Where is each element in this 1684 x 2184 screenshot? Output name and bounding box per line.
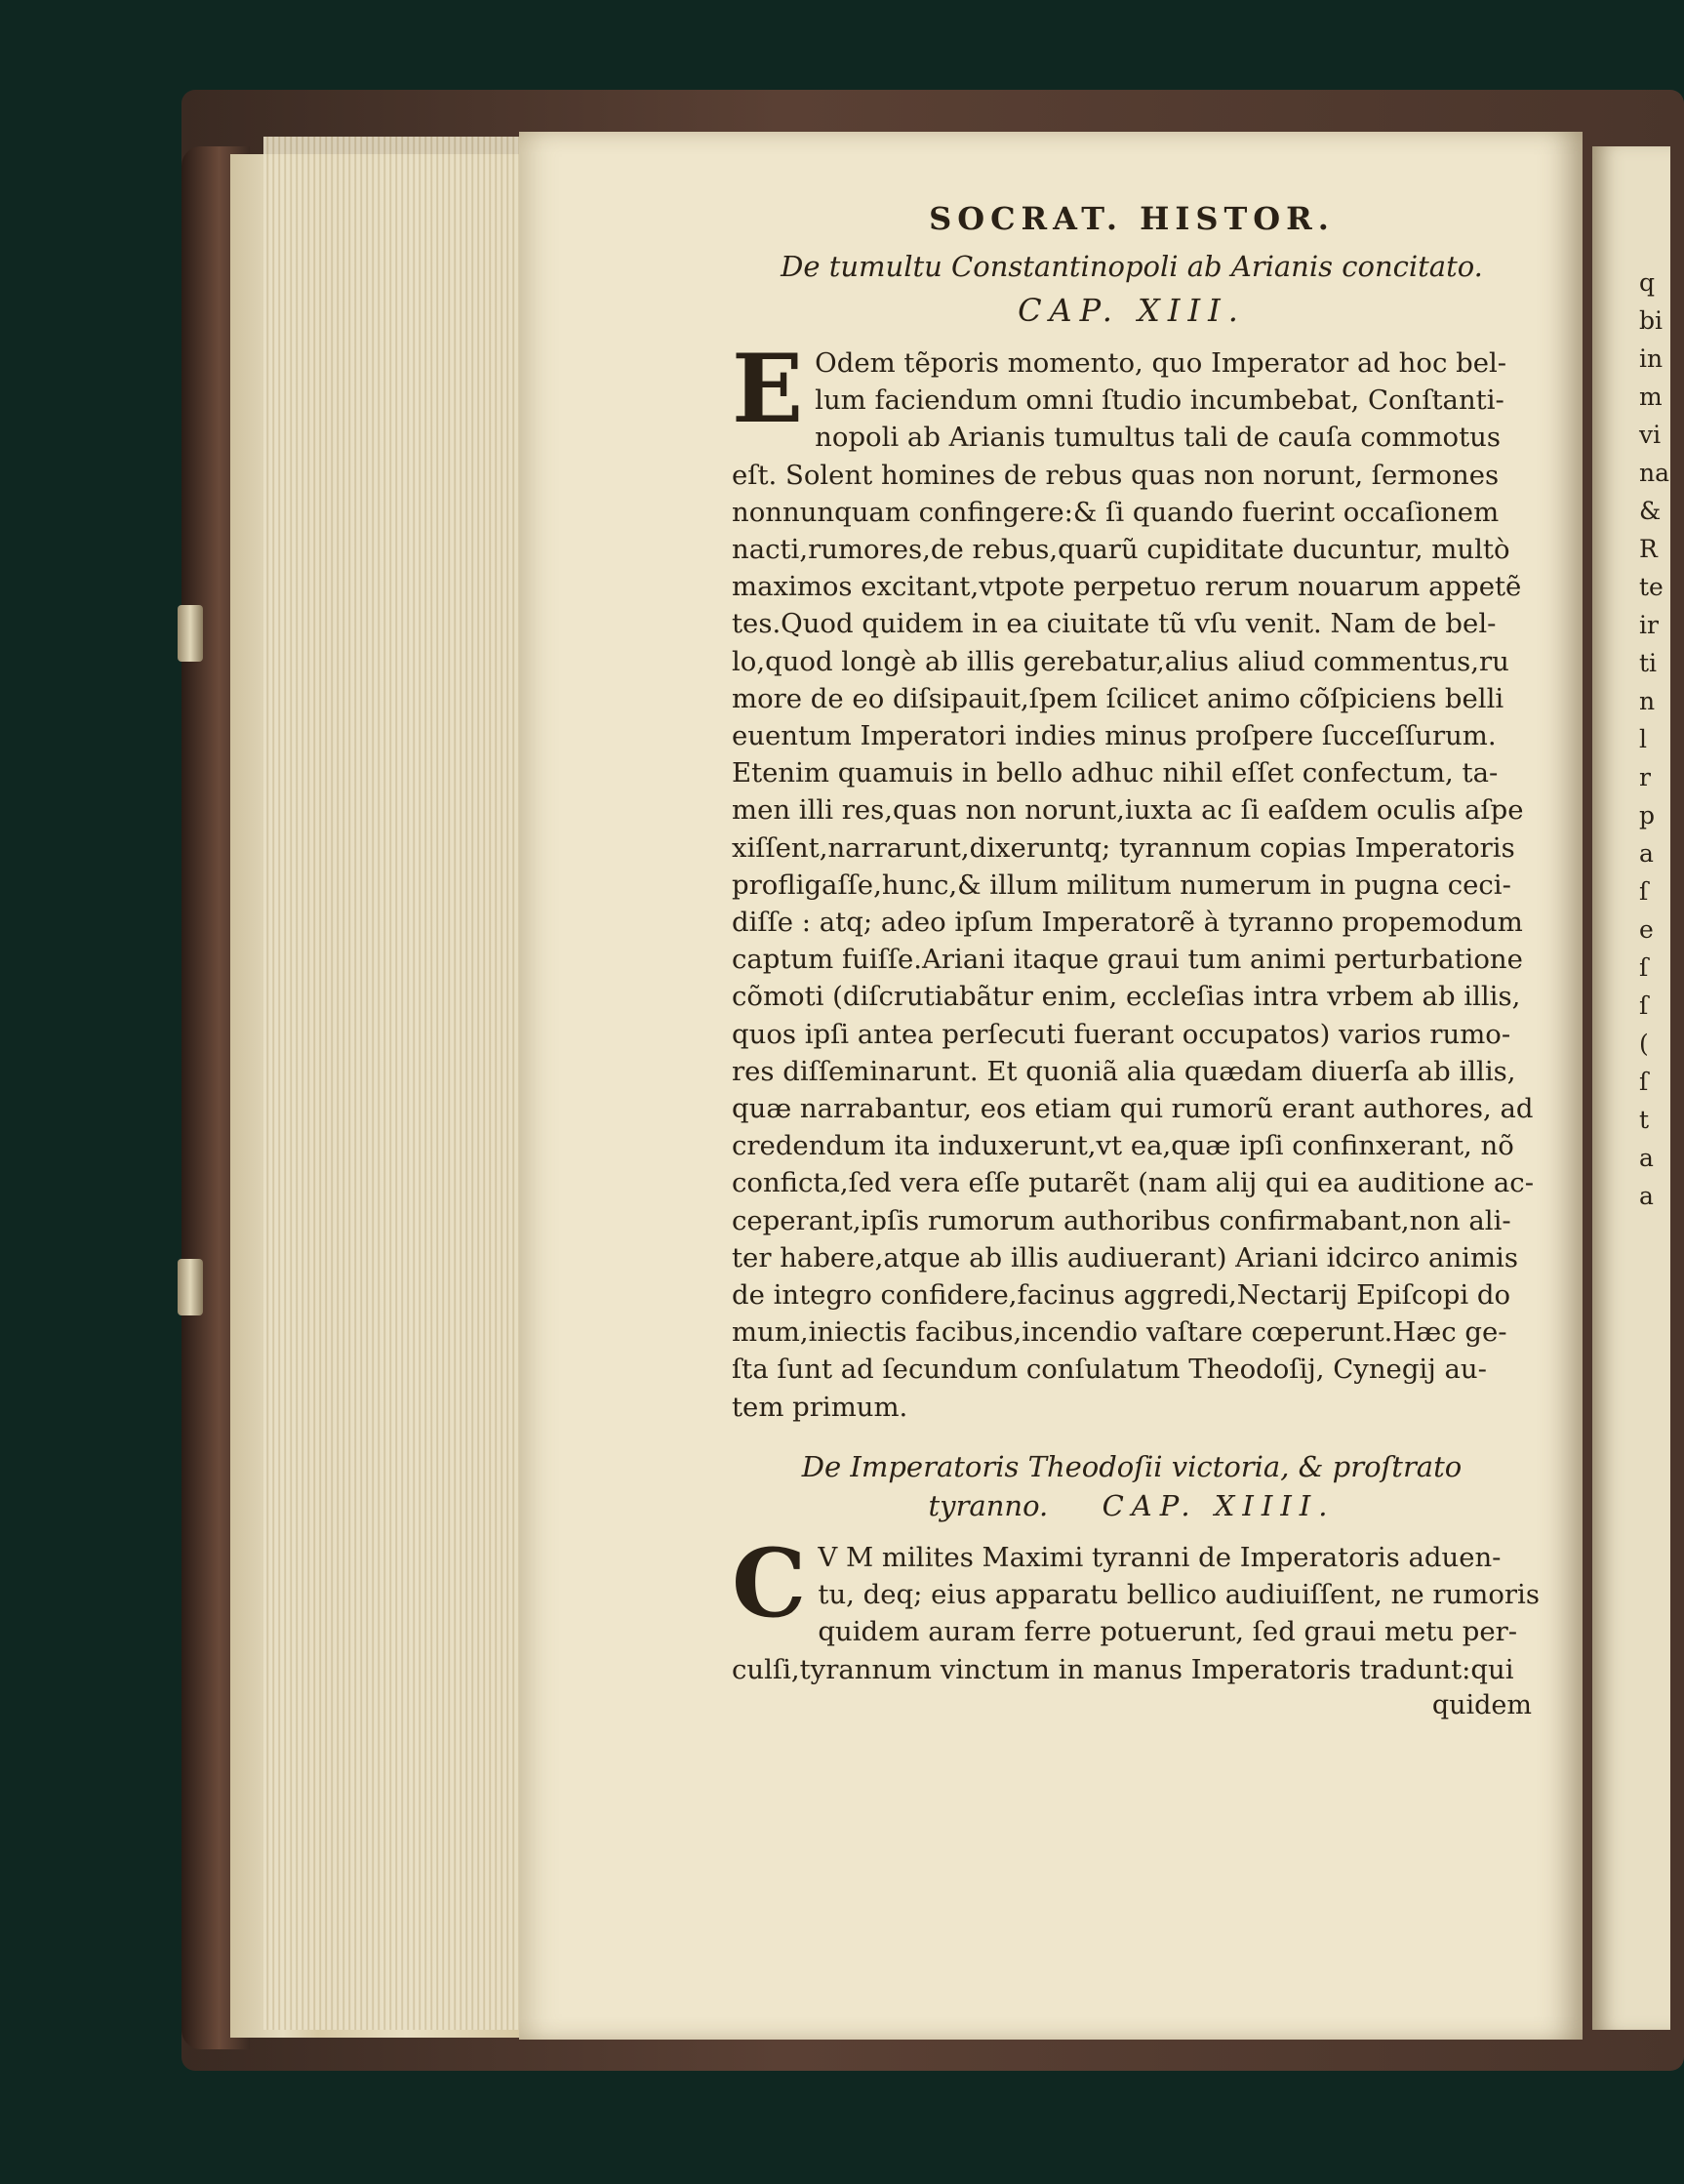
- chapter-14-title: [732, 1447, 1532, 1525]
- chapter-13-number: CAP. XIII.: [1018, 292, 1246, 329]
- facing-page-fragment: m: [1639, 383, 1663, 411]
- facing-page-fragment: ſ: [1639, 1068, 1649, 1096]
- dropcap-e: E: [732, 334, 804, 444]
- facing-page-fragment: ir: [1639, 611, 1659, 639]
- facing-page-fragment: ſ: [1639, 877, 1649, 906]
- facing-page-fragment: t: [1639, 1106, 1650, 1134]
- facing-page-fragment: vi: [1639, 421, 1662, 449]
- text-line: xiſſent,narrarunt,dixeruntq; tyrannum copias Imperatoris: [732, 831, 1515, 864]
- text-line: Odem tẽporis momento, quo Imperator ad hoc bel-: [815, 347, 1507, 379]
- chapter-14-body: [732, 1527, 1540, 1688]
- facing-page-text-fragments: [1639, 263, 1668, 1215]
- text-line: tu, deq; eius apparatu bellico audiuiſſent, ne rumoris: [818, 1579, 1540, 1611]
- facing-page-fragment: a: [1639, 1182, 1654, 1210]
- facing-page-fragment: q: [1639, 268, 1656, 297]
- text-line: eſt. Solent homines de rebus quas non norunt, ſermones: [732, 459, 1500, 491]
- facing-page-fragment: e: [1639, 915, 1654, 944]
- facing-page-fragment: in: [1639, 344, 1664, 373]
- facing-page-fragment: a: [1639, 1144, 1654, 1172]
- running-head: SOCRAT. HISTOR.: [929, 200, 1335, 237]
- dropcap-c: C: [732, 1527, 807, 1638]
- chapter-14-title-line2: tyranno.: [928, 1488, 1049, 1522]
- text-line: Etenim quamuis in bello adhuc nihil eſſet confectum, ta-: [732, 757, 1499, 789]
- text-line: quos ipſi antea perſecuti fuerant occupatos) varios rumo-: [732, 1018, 1511, 1050]
- text-line: diſſe : atq; adeo ipſum Imperatorẽ à tyranno propemodum: [732, 907, 1523, 939]
- text-line: ceperant,ipſis rumorum authoribus confirmabant,non ali-: [732, 1204, 1511, 1236]
- text-line: men illi res,quas non norunt,iuxta ac ſi eaſdem oculis aſpe: [732, 794, 1524, 827]
- facing-page-fragment: na: [1639, 459, 1670, 487]
- clasp-lower: [178, 1259, 203, 1315]
- facing-page-fragment: ti: [1639, 649, 1658, 677]
- text-line: maximos excitant,vtpote perpetuo rerum nouarum appetẽ: [732, 571, 1522, 603]
- text-line: nopoli ab Arianis tumultus tali de cauſa commotus: [815, 422, 1501, 454]
- chapter-13-title: De tumultu Constantinopoli ab Arianis concitato.: [781, 250, 1483, 283]
- text-line: credendum ita induxerunt,vt ea,quæ ipſi confinxerant, nõ: [732, 1130, 1514, 1162]
- catchword: quidem: [1431, 1689, 1532, 1720]
- chapter-14-title-line1: De Imperatoris Theodoſii victoria, & proſtrato: [801, 1449, 1463, 1483]
- text-line: conficta,ſed vera eſſe putarẽt (nam alij qui ea auditione ac-: [732, 1167, 1535, 1199]
- text-line: de integro confidere,facinus aggredi,Nectarij Epiſcopi do: [732, 1279, 1511, 1312]
- text-line: V M milites Maximi tyranni de Imperatoris aduen-: [818, 1541, 1502, 1573]
- facing-page-fragment: &: [1639, 497, 1662, 525]
- facing-page-fragment: n: [1639, 687, 1656, 715]
- clasp-upper: [178, 605, 203, 662]
- text-line: captum fuiſſe.Ariani itaque graui tum animi perturbatione: [732, 944, 1523, 976]
- text-line: quæ narrabantur, eos etiam qui rumorũ erant authores, ad: [732, 1093, 1534, 1125]
- facing-page-fragment: bi: [1639, 306, 1663, 335]
- facing-page-fragment: l: [1639, 725, 1647, 753]
- text-line: more de eo diſsipauit,ſpem ſcilicet animo cõſpiciens belli: [732, 682, 1504, 714]
- chapter-13-body: [732, 334, 1535, 1426]
- text-line: nonnunquam confingere:& ſi quando fuerint occaſionem: [732, 496, 1500, 528]
- text-line: res diſſeminarunt. Et quoniã alia quædam diuerſa ab illis,: [732, 1055, 1516, 1087]
- facing-page-fragment: p: [1639, 801, 1656, 829]
- text-line: lum faciendum omni ſtudio incumbebat, Conſtanti-: [815, 384, 1504, 417]
- facing-page-fragment: R: [1639, 535, 1658, 563]
- facing-page-fragment: r: [1639, 763, 1651, 791]
- text-line: quidem auram ferre potuerunt, ſed graui metu per-: [818, 1616, 1518, 1648]
- facing-page-fragment: a: [1639, 839, 1654, 868]
- text-line: ſta ſunt ad ſecundum conſulatum Theodoſij, Cynegij au-: [732, 1354, 1487, 1386]
- text-line: tem primum.: [732, 1391, 908, 1423]
- text-line: profligaſſe,hunc,& illum militum numerum in pugna ceci-: [732, 869, 1511, 901]
- text-line: nacti,rumores,de rebus,quarũ cupiditate ducuntur, multò: [732, 534, 1510, 566]
- facing-page-fragment: ſ: [1639, 991, 1649, 1020]
- facing-page-fragment: (: [1639, 1030, 1649, 1058]
- page-edges: [263, 137, 519, 2030]
- text-line: culſi,tyrannum vinctum in manus Imperatoris tradunt:qui: [732, 1653, 1514, 1685]
- text-line: ter habere,atque ab illis audiuerant) Ariani idcirco animis: [732, 1241, 1518, 1274]
- text-line: lo,quod longè ab illis gerebatur,alius aliud commentus,ru: [732, 645, 1509, 677]
- page-text: [732, 200, 1540, 1720]
- text-line: tes.Quod quidem in ea ciuitate tũ vſu venit. Nam de bel-: [732, 608, 1497, 640]
- chapter-14-number: CAP. XIIII.: [1102, 1488, 1336, 1522]
- text-line: euentum Imperatori indies minus proſpere ſucceſſurum.: [732, 720, 1497, 752]
- facing-page-fragment: ſ: [1639, 953, 1649, 982]
- text-line: mum,iniectis facibus,incendio vaſtare cœperunt.Hæc ge-: [732, 1316, 1507, 1349]
- facing-page-fragment: te: [1639, 573, 1664, 601]
- text-line: cõmoti (diſcrutiabãtur enim, eccleſias intra vrbem ab illis,: [732, 981, 1521, 1013]
